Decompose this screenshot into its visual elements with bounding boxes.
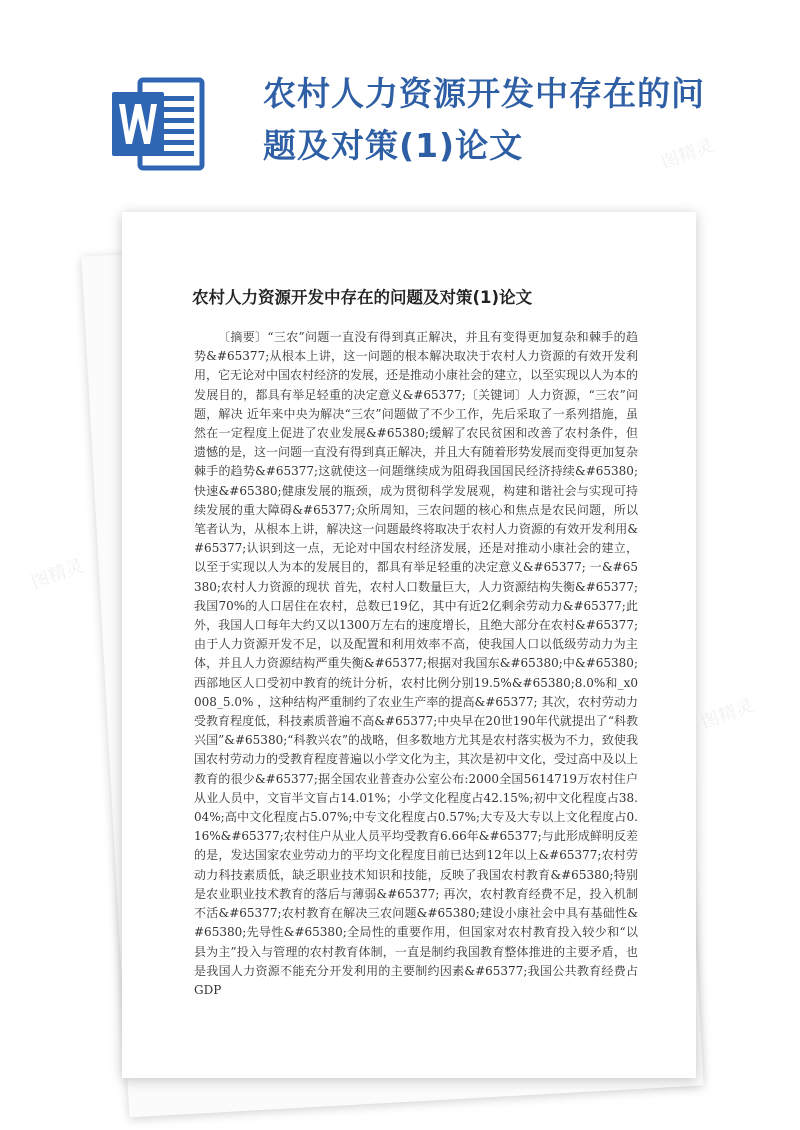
page-title: 农村人力资源开发中存在的问题及对策(1)论文 xyxy=(263,74,705,165)
watermark: 图精灵 xyxy=(698,695,757,734)
header xyxy=(0,0,800,200)
watermark: 图精灵 xyxy=(28,555,87,594)
document-body: 〔摘要〕“三农”问题一直没有得到真正解决，并且有变得更加复杂和棘手的趋势&#65377;从根本上讲，这一问题的根本解决取决于农村人力资源的有效开发利用，它无论对中国农村经济的发展，还是推动小康社会的建立，以至实现以人为本的发展目的，都具有举足轻重的决定意义&#65377;〔关键词〕人力资源，“三农”问题，解决 近年来中央为解决“三农”问题做了不少工作，先后采取了一系列措施，虽然在一定程度上促进了农业发展&#65380;缓解了农民贫困和改善了农村条件，但遗憾的是，这一问题一直没有得到真正解决，并且大有随着形势发展而变得更加复杂棘手的趋势&#65377;这就使这一问题继续成为阻碍我国国民经济持续&#65380;快速&#65380;健康发展的瓶颈，成为贯彻科学发展观，构建和谐社会与实现可持续发展的重大障碍&#65377;众所周知，三农问题的核心和焦点是农民问题，所以笔者认为，从根本上讲，解决这一问题最终将取决于农村人力资源的有效开发利用&#65377;认识到这一点，无论对中国农村经济发展，还是对推动小康社会的建立，以至于实现以人为本的发展目的，都具有举足轻重的决定意义&#65377; 一&#65380;农村人力资源的现状 首先，农村人口数量巨大，人力资源结构失衡&#65377;我国70%的人口居住在农村，总数已19亿，其中有近2亿剩余劳动力&#65377;此外，我国人口每年大约又以1300万左右的速度增长，且绝大部分在农村&#65377;由于人力资源开发不足，以及配置和利用效率不高，使我国人口以低级劳动力为主体，并且人力资源结构严重失衡&#65377;根据对我国东&#65380;中&#65380;西部地区人口受初中教育的统计分析，农村比例分别19.5%&#65380;8.0%和_x0008_5.0% ，这种结构严重制约了农业生产率的提高&#65377; 其次，农村劳动力受教育程度低，科技素质普遍不高&#65377;中央早在20世190年代就提出了“科教兴国”&#65380;“科教兴农”的战略，但多数地方尤其是农村落实极为不力，致使我国农村劳动力的受教育程度普遍以小学文化为主，其次是初中文化，受过高中及以上教育的很少&#65377;据全国农业普查办公室公布:2000全国5614719万农村住户从业人员中，文盲半文盲占14.01%；小学文化程度占42.15%;初中文化程度占38.04%;高中文化程度占5.07%;中专文化程度占0.57%;大专及大专以上文化程度占0.16%&#65377;农村住户从业人员平均受教育6.66年&#65377;与此形成鲜明反差的是，发达国家农业劳动力的平均文化程度目前已达到12年以上&#65377;农村劳动力科技素质低，缺乏职业技术知识和技能，反映了我国农村教育&#65380;特别是农业职业技术教育的落后与薄弱&#65377; 再次，农村教育经费不足，投入机制不活&#65377;农村教育在解决三农问题&#65380;建设小康社会中具有基础性&#65380;先导性&#65380;全局性的重要作用，但国家对农村教育投入较少和“以县为主”投入与管理的农村教育体制，一直是制约我国教育整体推进的主要矛盾，也是我国人力资源不能充分开发利用的主要制约因素&#65377;我国公共教育经费占GDP xyxy=(194,330,639,997)
watermark: 图精灵 xyxy=(658,135,717,174)
document-page xyxy=(122,212,696,1078)
word-document-icon xyxy=(110,74,206,174)
document-title: 农村人力资源开发中存在的问题及对策(1)论文 xyxy=(192,288,533,307)
